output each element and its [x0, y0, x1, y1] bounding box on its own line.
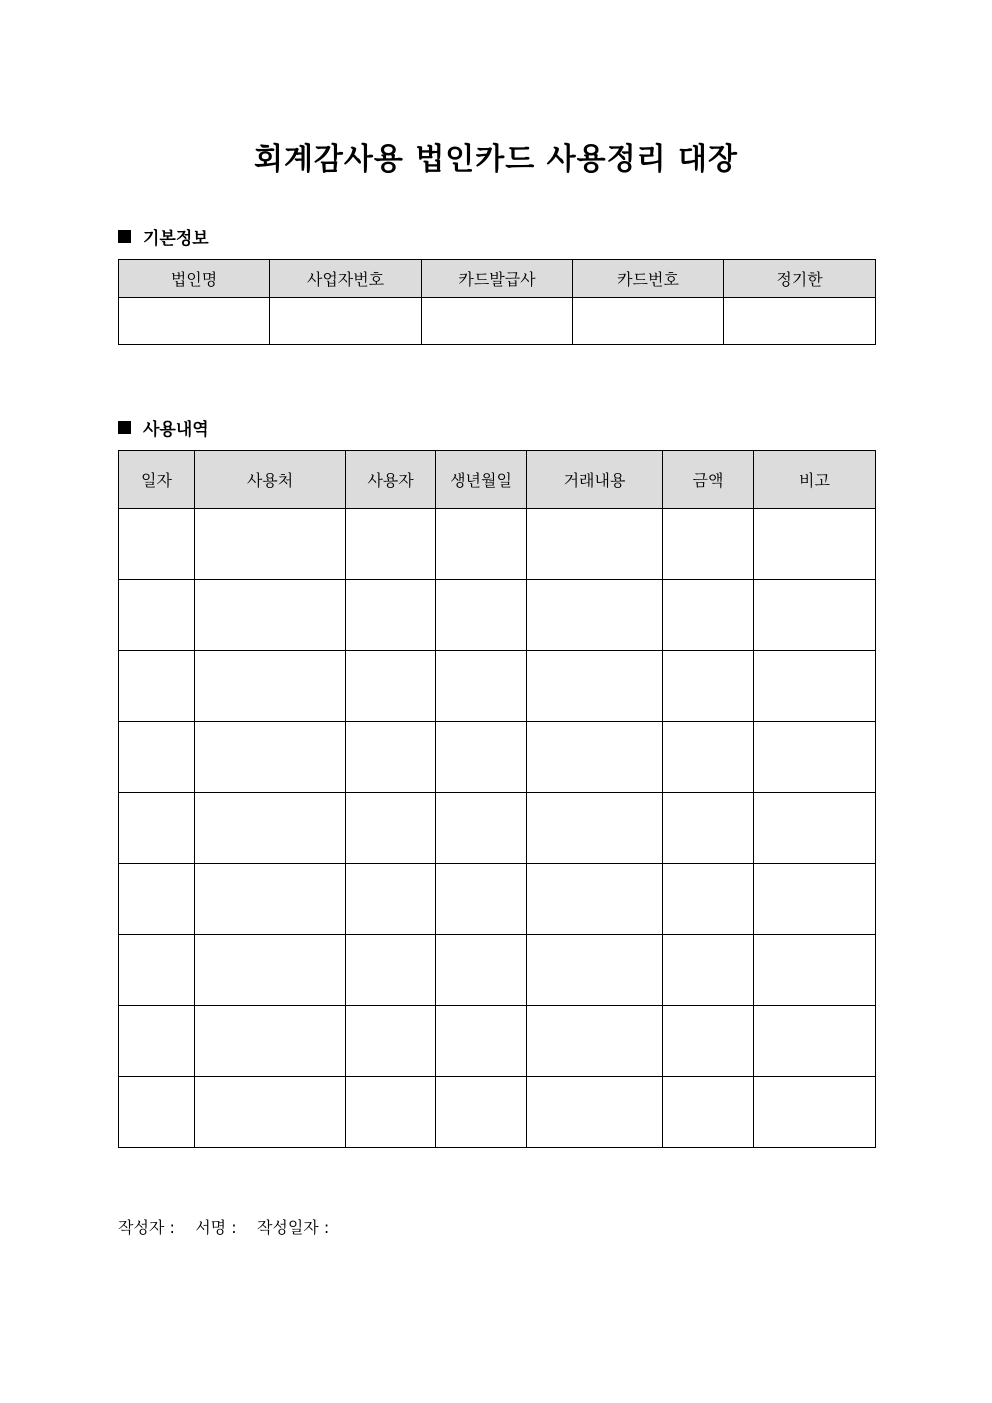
usage-cell[interactable] — [527, 580, 663, 651]
usage-header-row — [119, 451, 876, 509]
usage-cell[interactable] — [527, 1006, 663, 1077]
usage-cell[interactable] — [346, 1006, 436, 1077]
document-title: 회계감사용 법인카드 사용정리 대장 — [253, 142, 739, 177]
basic-info-header-cell: 사업자번호 — [270, 260, 422, 298]
usage-cell[interactable] — [663, 722, 754, 793]
usage-row — [119, 722, 876, 793]
usage-cell[interactable] — [663, 793, 754, 864]
usage-cell[interactable] — [436, 1077, 527, 1148]
usage-cell[interactable] — [754, 722, 876, 793]
usage-cell[interactable] — [346, 722, 436, 793]
usage-row — [119, 580, 876, 651]
usage-cell[interactable] — [663, 509, 754, 580]
usage-cell[interactable] — [346, 793, 436, 864]
basic-info-header-cell: 법인명 — [119, 260, 270, 298]
usage-cell[interactable] — [195, 1006, 346, 1077]
basic-info-table — [118, 259, 876, 345]
usage-cell[interactable] — [527, 722, 663, 793]
usage-cell[interactable] — [195, 1077, 346, 1148]
basic-info-value-cell[interactable] — [724, 298, 876, 345]
date-label: 작성일자 : — [256, 1218, 330, 1237]
usage-cell[interactable] — [754, 864, 876, 935]
signature-label: 서명 : — [195, 1218, 237, 1237]
usage-row — [119, 651, 876, 722]
usage-cell[interactable] — [527, 864, 663, 935]
usage-cell[interactable] — [754, 1077, 876, 1148]
usage-cell[interactable] — [346, 580, 436, 651]
usage-cell[interactable] — [195, 722, 346, 793]
usage-cell[interactable] — [663, 580, 754, 651]
usage-cell[interactable] — [195, 864, 346, 935]
usage-heading — [118, 415, 209, 440]
usage-cell[interactable] — [663, 651, 754, 722]
usage-header-cell: 일자 — [119, 451, 195, 509]
usage-cell[interactable] — [754, 580, 876, 651]
usage-cell[interactable] — [195, 580, 346, 651]
square-bullet-icon — [118, 421, 131, 434]
usage-cell[interactable] — [119, 1077, 195, 1148]
usage-header-cell: 사용자 — [346, 451, 436, 509]
basic-info-value-row — [119, 298, 876, 345]
footer-signature-line — [118, 1215, 329, 1238]
usage-cell[interactable] — [436, 722, 527, 793]
usage-table — [118, 450, 876, 1148]
usage-cell[interactable] — [436, 509, 527, 580]
usage-header-cell: 생년월일 — [436, 451, 527, 509]
usage-header-cell: 거래내용 — [527, 451, 663, 509]
basic-info-value-cell[interactable] — [270, 298, 422, 345]
usage-cell[interactable] — [119, 793, 195, 864]
usage-row — [119, 793, 876, 864]
basic-info-value-cell[interactable] — [573, 298, 724, 345]
usage-cell[interactable] — [195, 651, 346, 722]
usage-row — [119, 864, 876, 935]
usage-cell[interactable] — [346, 509, 436, 580]
square-bullet-icon — [118, 230, 131, 243]
usage-cell[interactable] — [119, 722, 195, 793]
usage-heading-label: 사용내역 — [143, 420, 209, 440]
usage-header-cell: 금액 — [663, 451, 754, 509]
usage-cell[interactable] — [436, 1006, 527, 1077]
basic-info-value-cell[interactable] — [119, 298, 270, 345]
usage-cell[interactable] — [436, 864, 527, 935]
usage-row — [119, 935, 876, 1006]
usage-header-cell: 비고 — [754, 451, 876, 509]
usage-cell[interactable] — [119, 580, 195, 651]
usage-cell[interactable] — [119, 864, 195, 935]
usage-cell[interactable] — [527, 509, 663, 580]
usage-cell[interactable] — [754, 793, 876, 864]
usage-cell[interactable] — [527, 1077, 663, 1148]
usage-header-cell: 사용처 — [195, 451, 346, 509]
basic-info-header-cell: 정기한 — [724, 260, 876, 298]
usage-cell[interactable] — [346, 864, 436, 935]
usage-cell[interactable] — [346, 1077, 436, 1148]
usage-cell[interactable] — [119, 935, 195, 1006]
usage-cell[interactable] — [527, 935, 663, 1006]
usage-cell[interactable] — [754, 509, 876, 580]
usage-row — [119, 509, 876, 580]
usage-table-body — [119, 509, 876, 1148]
usage-row — [119, 1077, 876, 1148]
usage-cell[interactable] — [195, 935, 346, 1006]
usage-cell[interactable] — [663, 1006, 754, 1077]
usage-cell[interactable] — [663, 935, 754, 1006]
basic-info-heading — [118, 224, 209, 249]
basic-info-value-cell[interactable] — [422, 298, 573, 345]
usage-cell[interactable] — [119, 509, 195, 580]
usage-cell[interactable] — [119, 651, 195, 722]
basic-info-header-cell: 카드번호 — [573, 260, 724, 298]
usage-row — [119, 1006, 876, 1077]
usage-cell[interactable] — [436, 580, 527, 651]
basic-info-header-row — [119, 260, 876, 298]
usage-cell[interactable] — [663, 864, 754, 935]
usage-cell[interactable] — [527, 651, 663, 722]
signature-blank[interactable] — [237, 1215, 257, 1238]
usage-cell[interactable] — [754, 935, 876, 1006]
usage-cell[interactable] — [663, 1077, 754, 1148]
usage-cell[interactable] — [436, 651, 527, 722]
author-blank[interactable] — [175, 1215, 195, 1238]
usage-cell[interactable] — [346, 651, 436, 722]
usage-cell[interactable] — [195, 509, 346, 580]
usage-cell[interactable] — [119, 1006, 195, 1077]
usage-cell[interactable] — [346, 935, 436, 1006]
author-label: 작성자 : — [118, 1218, 175, 1237]
usage-cell[interactable] — [754, 1006, 876, 1077]
basic-info-heading-label: 기본정보 — [143, 229, 209, 249]
usage-cell[interactable] — [754, 651, 876, 722]
basic-info-header-cell: 카드발급사 — [422, 260, 573, 298]
usage-cell[interactable] — [436, 793, 527, 864]
usage-cell[interactable] — [436, 935, 527, 1006]
usage-cell[interactable] — [527, 793, 663, 864]
usage-cell[interactable] — [195, 793, 346, 864]
